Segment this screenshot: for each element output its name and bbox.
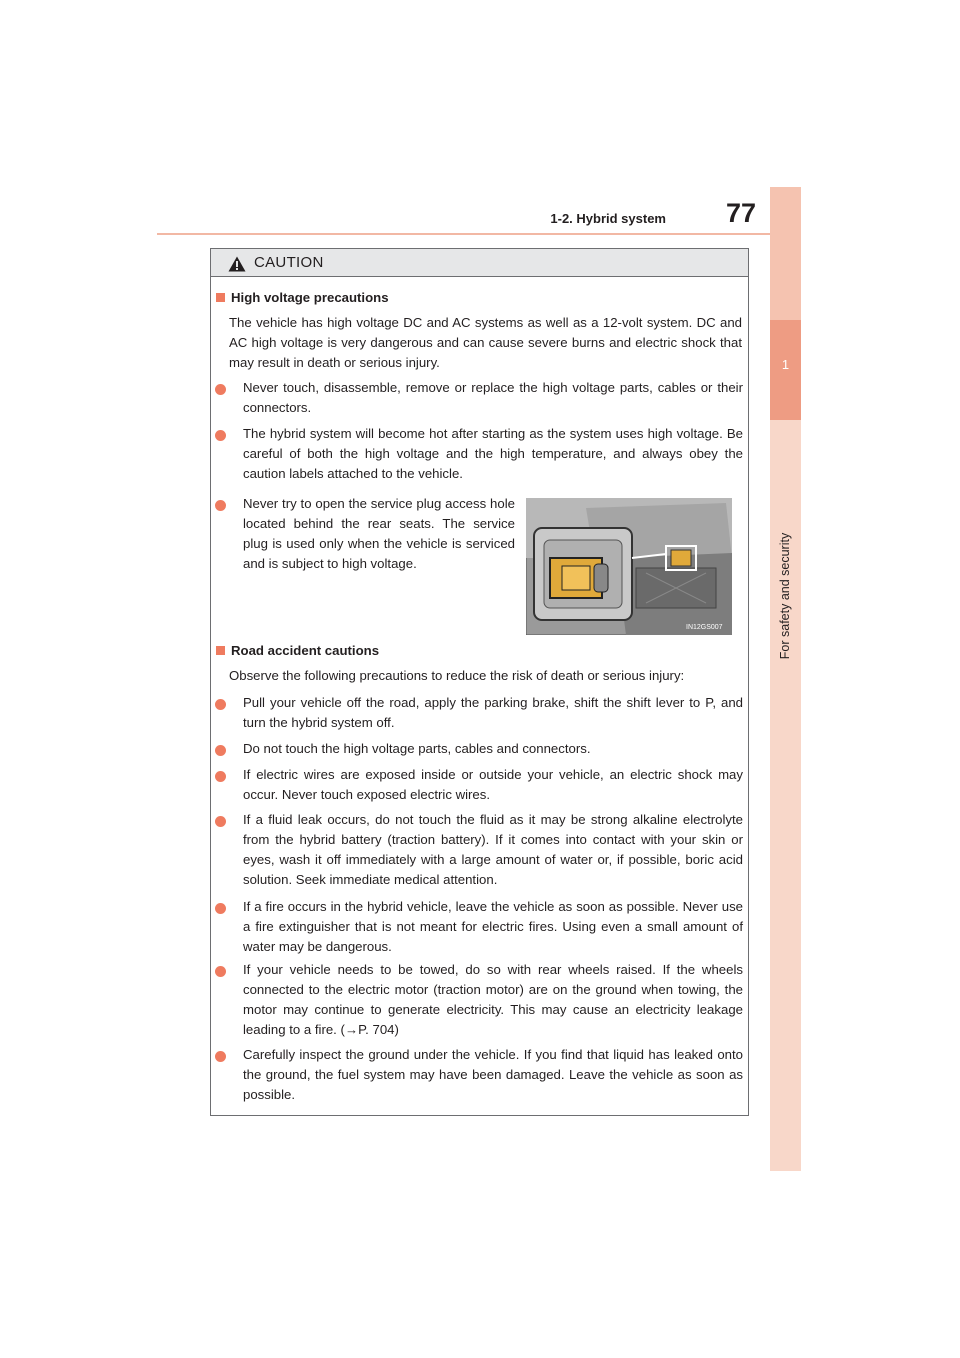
heading-text: Road accident cautions [231, 643, 380, 658]
warning-triangle-icon [228, 256, 246, 272]
bullet-text: Do not touch the high voltage parts, cables and connectors. [243, 741, 591, 756]
bullet-text: The hybrid system will become hot after starting as the system uses high voltage. Be careful of both the high voltage and the high temperature, and always obey the caution labels attached to the vehicle. [243, 426, 743, 481]
image-code: IN12GS007 [686, 624, 723, 631]
bullet-text: Carefully inspect the ground under the vehicle. If you find that liquid has leaked onto the ground, the fuel system may have been damaged. Leave the vehicle as soon as possible. [243, 1047, 743, 1102]
bullet-dot-icon [215, 699, 226, 710]
bullet-dot-icon [215, 430, 226, 441]
bullet-dot-icon [215, 500, 226, 511]
bullet-dot-icon [215, 1051, 226, 1062]
bullet-text: If electric wires are exposed inside or outside your vehicle, an electric shock may occur. Never touch exposed electric wires. [243, 767, 743, 802]
bullet-dot-icon [215, 903, 226, 914]
bullet-dot-icon [215, 966, 226, 977]
bullet-dot-icon [215, 816, 226, 827]
bullet-text: Never try to open the service plug access hole located behind the rear seats. The service plug is used only when the vehicle is serviced and is subject to high voltage. [243, 496, 515, 571]
bullet-text: If a fluid leak occurs, do not touch the fluid as it may be strong alkaline electrolyte from the hybrid battery (traction battery). If it comes into contact with your skin or eyes, wash it off immediately with a large amount of water or, if possible, boric acid solution. Seek immediate medical attention. [243, 812, 743, 887]
section-intro: The vehicle has high voltage DC and AC systems as well as a 12-volt system. DC and AC high voltage is very dangerous and can cause severe burns and electric shock that may result in death or serious injury. [229, 315, 742, 370]
caution-header [211, 249, 748, 277]
page-number: 77 [725, 198, 756, 228]
section-heading-road-accident [216, 643, 379, 658]
service-plug-photo [526, 498, 732, 635]
bullet-dot-icon [215, 384, 226, 395]
bullet-text: Pull your vehicle off the road, apply the parking brake, shift the shift lever to P, and turn the hybrid system off. [243, 695, 743, 730]
bullet-text: Never touch, disassemble, remove or replace the high voltage parts, cables or their connectors. [243, 380, 743, 415]
bullet-dot-icon [215, 745, 226, 756]
heading-text: High voltage precautions [231, 290, 389, 305]
bullet-dot-icon [215, 771, 226, 782]
square-bullet-icon [216, 293, 225, 302]
square-bullet-icon [216, 646, 225, 655]
caution-label: CAUTION [254, 254, 324, 271]
header-rule [157, 233, 799, 235]
bullet-text: If a fire occurs in the hybrid vehicle, leave the vehicle as soon as possible. Never use a fire extinguisher that is not meant for electric fires. Using even a small amount of water may be dangerous. [243, 899, 743, 954]
bullet-text: If your vehicle needs to be towed, do so with rear wheels raised. If the wheels connected to the electric motor (traction motor) are on the ground when towing, the motor may continue to generate electricity. This may cause an electricity leakage leading to a fire. (→P. 704) [243, 962, 743, 1037]
section-title: 1-2. Hybrid system [550, 211, 666, 226]
chapter-number: 1 [781, 357, 790, 372]
section-heading-high-voltage [216, 290, 389, 305]
chapter-title: For safety and security [778, 532, 792, 660]
section-intro: Observe the following precautions to reduce the risk of death or serious injury: [229, 668, 685, 683]
